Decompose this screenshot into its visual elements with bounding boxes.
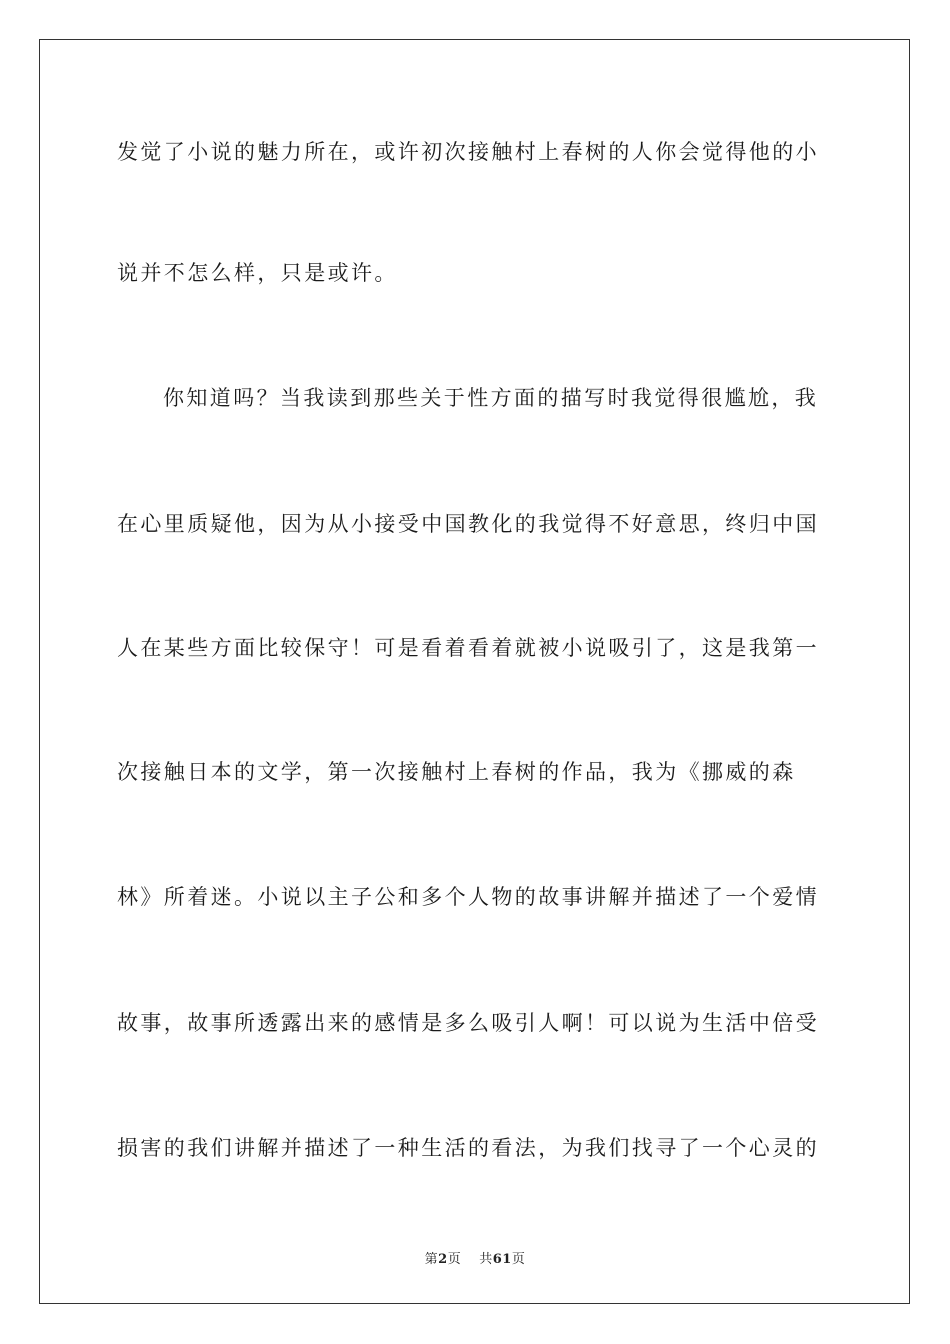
total-suffix: 页 — [511, 1252, 526, 1267]
text-line: 说并不怎么样，只是或许。 — [117, 261, 398, 285]
text-line: 在心里质疑他，因为从小接受中国教化的我觉得不好意思，终归中国 — [117, 512, 819, 536]
text-line: 故事，故事所透露出来的感情是多么吸引人啊！可以说为生活中倍受 — [117, 1011, 819, 1035]
page-border — [39, 39, 910, 1304]
paragraph-first-line: 你知道吗？当我读到那些关于性方面的描写时我觉得很尴尬，我 — [163, 386, 819, 410]
text-line: 损害的我们讲解并描述了一种生活的看法，为我们找寻了一个心灵的 — [117, 1136, 819, 1160]
total-pages: 61 — [492, 1252, 512, 1267]
page-footer — [0, 1248, 950, 1267]
text-line: 次接触日本的文学，第一次接触村上春树的作品，我为《挪威的森 — [117, 760, 796, 784]
text-line: 林》所着迷。小说以主子公和多个人物的故事讲解并描述了一个爱情 — [117, 885, 819, 909]
text-line: 人在某些方面比较保守！可是看着看着就被小说吸引了，这是我第一 — [117, 636, 819, 660]
total-prefix: 共 — [479, 1252, 493, 1267]
page-prefix: 第 — [424, 1252, 439, 1267]
text-line: 发觉了小说的魅力所在，或许初次接触村上春树的人你会觉得他的小 — [117, 140, 819, 164]
page-number: 2 — [438, 1252, 448, 1267]
page-suffix: 页 — [447, 1252, 462, 1267]
